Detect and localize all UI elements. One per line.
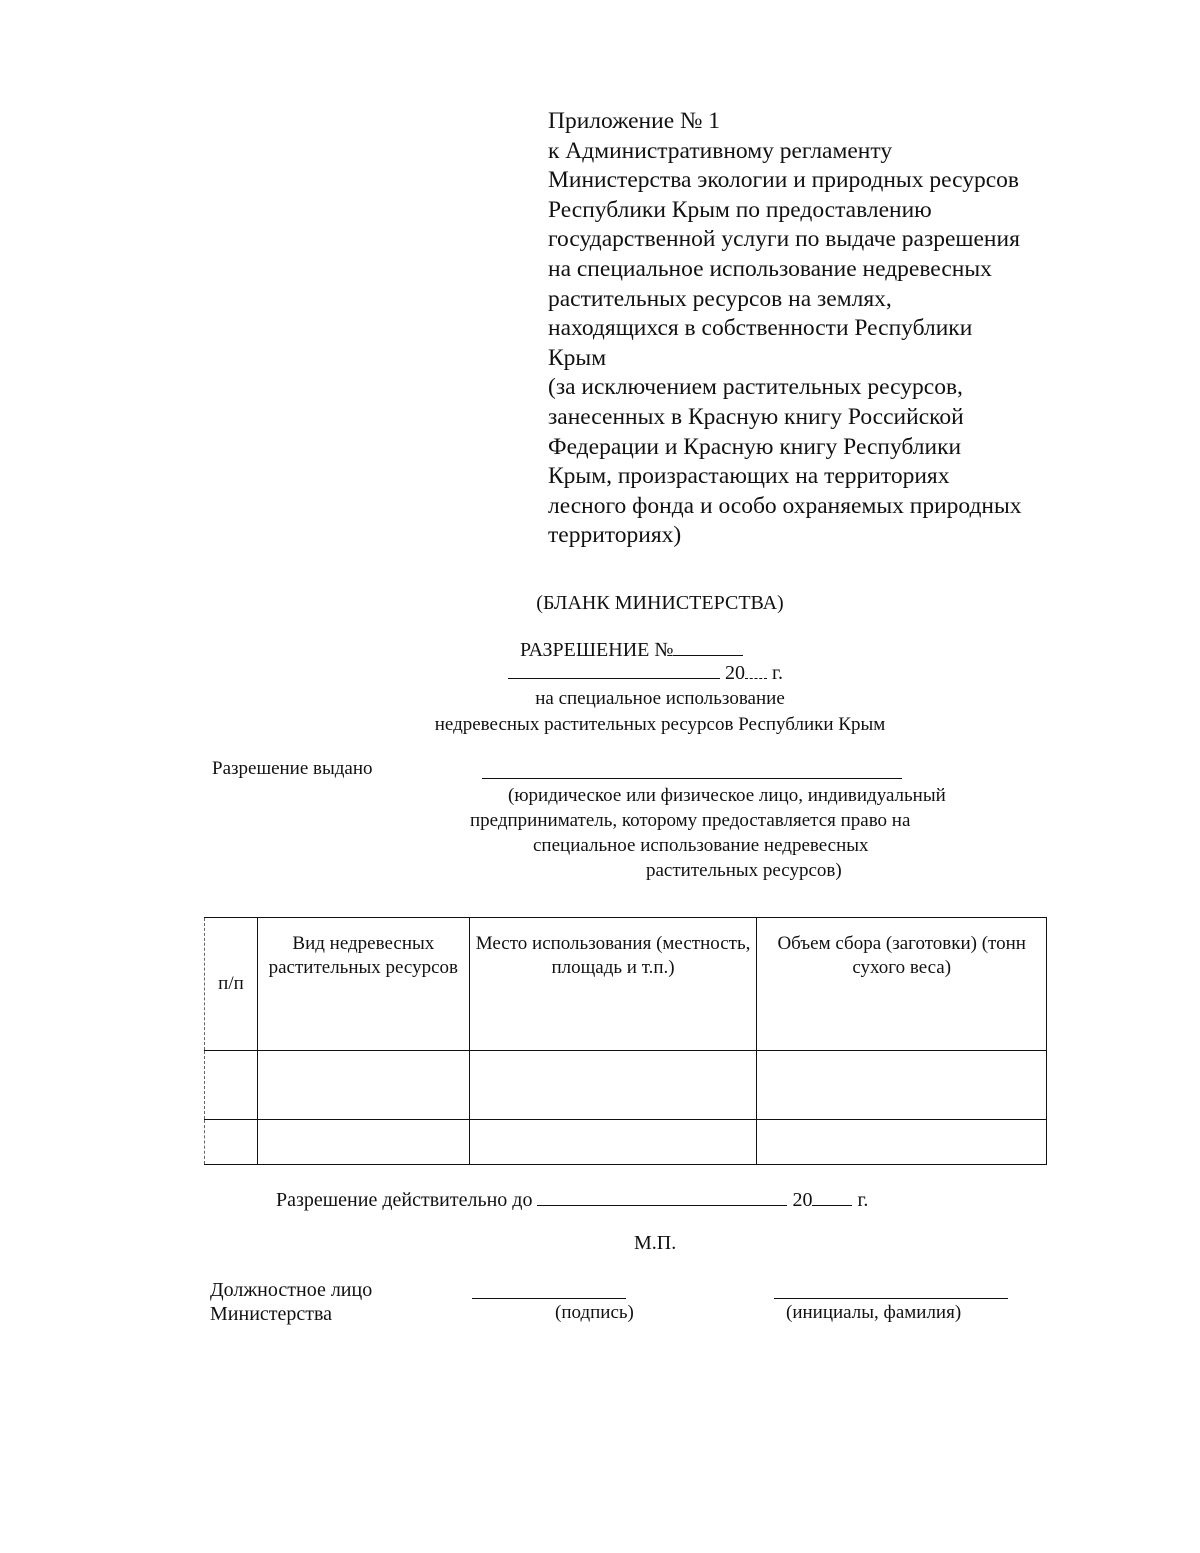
valid-until-date-field[interactable]	[537, 1189, 787, 1206]
permit-subtitle-line1: на специальное использование	[535, 688, 785, 709]
appendix-line: Министерства экологии и природных ресурсов	[548, 167, 1019, 194]
permit-title-text: РАЗРЕШЕНИЕ №	[520, 639, 674, 661]
permit-date-line	[508, 662, 783, 685]
signature-label: (подпись)	[555, 1302, 634, 1323]
table-header-resource-type: Вид недревесных растительных ресурсов	[257, 918, 469, 1051]
table-header-usage-place: Место использования (местность, площадь и т.п.)	[469, 918, 757, 1051]
permit-title	[520, 637, 743, 662]
stamp-place-label: М.П.	[634, 1232, 677, 1254]
permit-number-field[interactable]	[673, 637, 743, 656]
issued-to-field[interactable]	[482, 778, 902, 779]
name-label: (инициалы, фамилия)	[786, 1302, 962, 1323]
appendix-line: Крым, произрастающих на территориях	[548, 463, 950, 490]
permit-date-suffix: г.	[772, 662, 783, 684]
table-cell[interactable]	[257, 1120, 469, 1165]
table-header-row	[205, 918, 1047, 1051]
appendix-line: Приложение № 1	[548, 108, 721, 134]
resources-table	[204, 917, 1047, 1165]
permit-subtitle-line2: недревесных растительных ресурсов Республики Крым	[434, 714, 886, 735]
table-cell[interactable]	[469, 1120, 757, 1165]
table-row	[205, 1120, 1047, 1165]
signature-field[interactable]	[472, 1298, 626, 1299]
table-row	[205, 1051, 1047, 1120]
permit-date-year-field[interactable]	[745, 662, 767, 679]
table-header-volume: Объем сбора (заготовки) (тонн сухого веса)	[757, 918, 1047, 1051]
ministry-blank-label: (БЛАНК МИНИСТЕРСТВА)	[536, 592, 784, 614]
appendix-line: (за исключением растительных ресурсов,	[548, 374, 963, 401]
appendix-line: лесного фонда и особо охраняемых природных	[548, 492, 1022, 519]
valid-until-year-prefix: 20	[792, 1189, 813, 1211]
table-cell[interactable]	[469, 1051, 757, 1120]
issued-to-note-line: специальное использование недревесных	[533, 835, 869, 856]
appendix-line: занесенных в Красную книгу Российской	[548, 403, 964, 430]
permit-date-year-prefix: 20	[725, 662, 745, 684]
appendix-line: территориях)	[548, 522, 682, 549]
appendix-line: Крым	[548, 344, 607, 371]
table-cell[interactable]	[257, 1051, 469, 1120]
name-field[interactable]	[774, 1298, 1008, 1299]
table-cell[interactable]	[757, 1120, 1047, 1165]
valid-until-year-field[interactable]	[812, 1189, 852, 1206]
appendix-line: Республики Крым по предоставлению	[548, 196, 932, 223]
table-header-number: п/п	[205, 918, 258, 1051]
valid-until-suffix: г.	[857, 1189, 869, 1211]
official-label-line1: Должностное лицо	[210, 1279, 373, 1301]
appendix-line: к Административному регламенту	[548, 137, 893, 164]
appendix-line: растительных ресурсов на землях,	[548, 285, 892, 312]
issued-to-note-line: растительных ресурсов)	[646, 860, 842, 881]
official-label	[210, 1278, 372, 1326]
issued-to-note-line: (юридическое или физическое лицо, индивидуальный	[508, 785, 946, 806]
appendix-line: государственной услуги по выдаче разрешения	[548, 226, 1020, 253]
table-cell[interactable]	[205, 1051, 258, 1120]
appendix-block	[548, 107, 1108, 551]
appendix-line: на специальное использование недревесных	[548, 255, 992, 282]
valid-until-label: Разрешение действительно до	[276, 1189, 533, 1211]
table-cell[interactable]	[205, 1120, 258, 1165]
appendix-line: Федерации и Красную книгу Республики	[548, 433, 962, 460]
official-label-line2: Министерства	[210, 1303, 333, 1325]
table-cell[interactable]	[757, 1051, 1047, 1120]
valid-until-line	[276, 1189, 868, 1212]
appendix-line: находящихся в собственности Республики	[548, 315, 973, 342]
permit-date-field[interactable]	[508, 662, 720, 679]
issued-to-label: Разрешение выдано	[212, 758, 373, 779]
issued-to-note-line: предприниматель, которому предоставляется право на	[470, 810, 911, 831]
